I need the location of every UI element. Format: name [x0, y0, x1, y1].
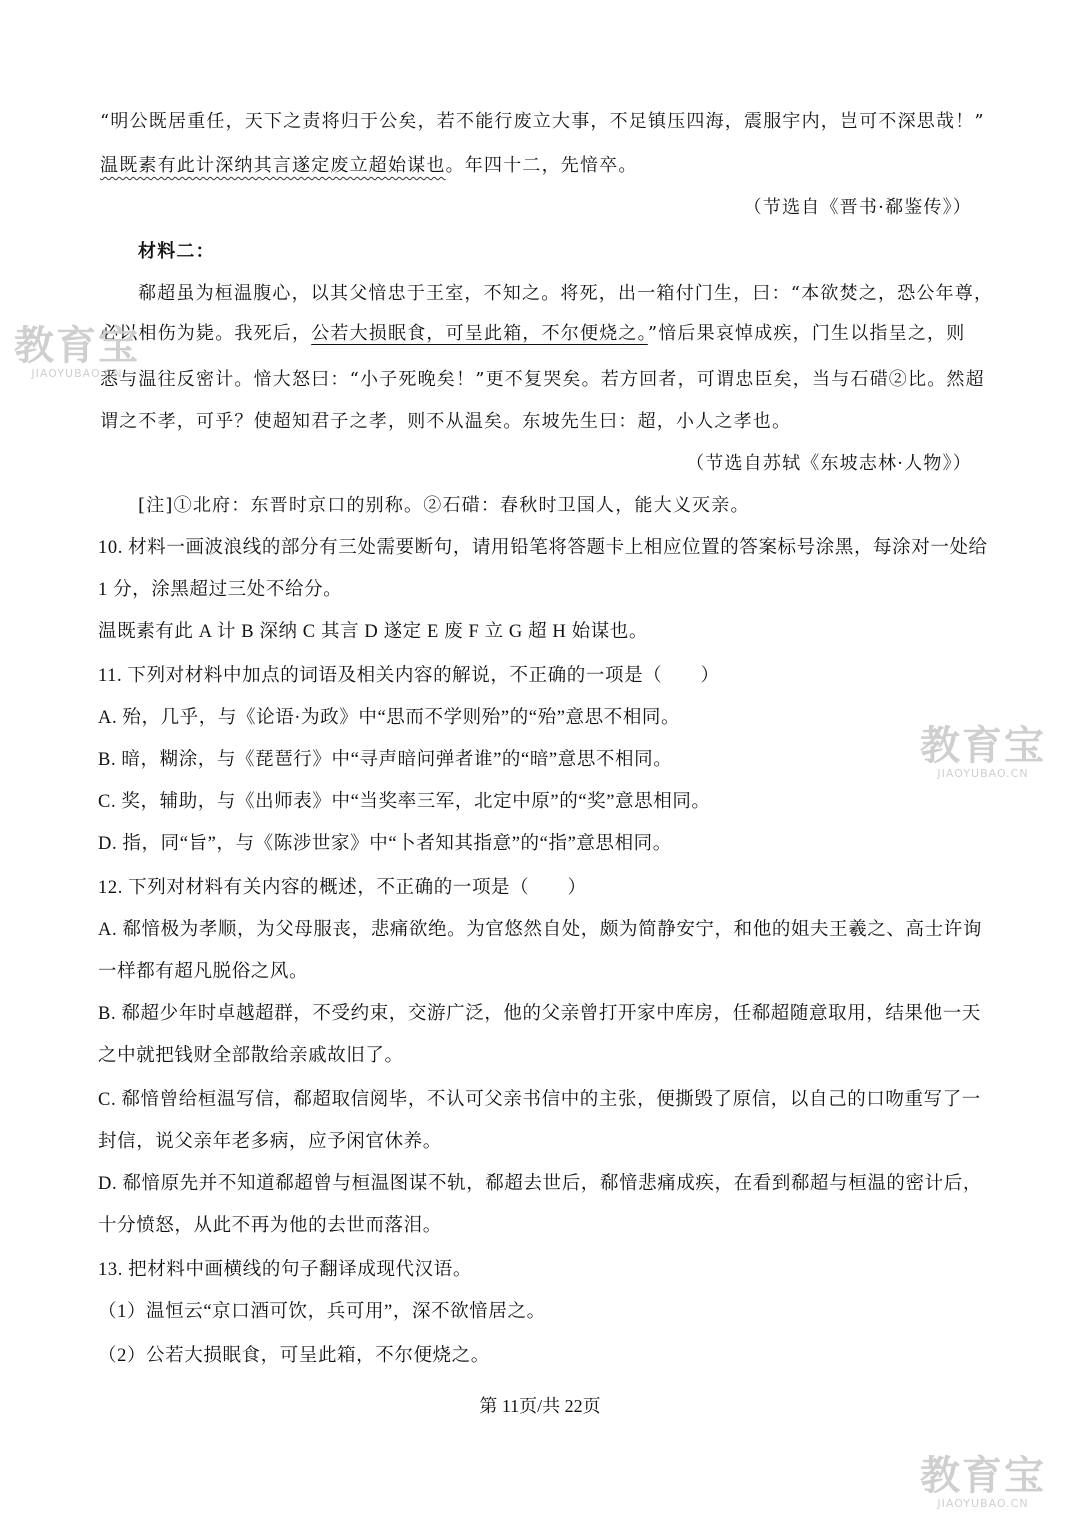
material2-line2-post: ”愔后果哀悼成疾，门生以指呈之，则 [647, 323, 966, 344]
q12-stem: 12. 下列对材料有关内容的概述，不正确的一项是（ ） [98, 878, 587, 898]
watermark-logo-right: 教育宝 JIAOYUBAO.CN [920, 723, 1046, 780]
q11-option-d: D. 指，同“旨”，与《陈涉世家》中“卜者知其指意”的“指”意思相同。 [98, 834, 672, 854]
material2-para-line-2 [100, 322, 965, 346]
q12-option-c-line-1: C. 郗愔曾给桓温写信，郗超取信阅毕，不认可父亲书信中的主张，便撕毁了原信，以自己的口吻重写了一 [98, 1090, 981, 1110]
watermark-logo-bottom: 教育宝 JIAOYUBAO.CN [920, 1453, 1046, 1510]
q12-option-a-line-1: A. 郗愔极为孝顺，为父母服丧，悲痛欲绝。为官悠然自处，颇为简静安宁，和他的姐夫王羲之、高士许询 [98, 920, 982, 940]
q11-option-b: B. 暗，糊涂，与《琵琶行》中“寻声暗问弹者谁”的“暗”意思不相同。 [98, 750, 673, 770]
material1-line-2-rest: 。年四十二，先愔卒。 [445, 155, 638, 176]
q12-option-a-line-2: 一样都有超凡脱俗之风。 [98, 962, 309, 982]
material2-para-line-4: 谓之不孝，可乎？使超知君子之孝，则不从温矣。东坡先生曰：超，小人之孝也。 [100, 411, 792, 432]
wavy-underlined-sentence: 温既素有此计深纳其言遂定废立超始谋也 [100, 155, 446, 176]
q12-option-c-line-2: 封信，说父亲年老多病，应予闲官休养。 [98, 1132, 442, 1152]
q12-option-b-line-2: 之中就把钱财全部散给亲戚故旧了。 [98, 1046, 404, 1066]
q11-option-a: A. 殆，几乎，与《论语·为政》中“思而不学则殆”的“殆”意思不相同。 [98, 708, 681, 728]
material1-line-1: “明公既居重任，天下之责将归于公矣，若不能行废立大事，不足镇压四海，震服宇内，岂可不深思哉！” [100, 111, 985, 132]
q13-sentence-2: （2）公若大损眠食，可呈此箱，不尔便烧之。 [98, 1346, 490, 1366]
q13-sentence-1: （1）温恒云“京口酒可饮，兵可用”，深不欲愔居之。 [98, 1302, 546, 1322]
underlined-sentence: 公若大损眠食，可呈此箱，不尔便烧之。 [311, 323, 648, 344]
q13-stem: 13. 把材料中画横线的句子翻译成现代汉语。 [98, 1260, 472, 1280]
q10-line-3: 温既素有此 A 计 B 深纳 C 其言 D 遂定 E 废 F 立 G 超 H 始谋也。 [98, 622, 648, 642]
material2-heading: 材料二： [138, 241, 215, 262]
q12-option-b-line-1: B. 郗超少年时卓越超群，不受约束，交游广泛，他的父亲曾打开家中库房，任郗超随意取用，结果他一天 [98, 1004, 981, 1024]
material2-para-line-3: 悉与温往反密计。愔大怒曰：“小子死晚矣！”更不复哭矣。若方回者，可谓忠臣矣，当与石碏②比。然超 [100, 369, 985, 390]
q12-option-d-line-1: D. 郗愔原先并不知道郗超曾与桓温图谋不轨，郗超去世后，郗愔悲痛成疾，在看到郗超与桓温的密计后， [98, 1174, 982, 1194]
page-number-footer: 第 11页/共 22页 [479, 1396, 601, 1416]
material2-line2-pre: 必以相伤为毙。我死后， [100, 323, 312, 344]
q11-stem: 11. 下列对材料中加点的词语及相关内容的解说，不正确的一项是（ ） [98, 666, 720, 686]
material2-source: （节选自苏轼《东坡志林·人物》） [686, 453, 972, 474]
annotation-note: [注]①北府：东晋时京口的别称。②石碏：春秋时卫国人，能大义灭亲。 [138, 495, 750, 516]
q10-line-1: 10. 材料一画波浪线的部分有三处需要断句，请用铅笔将答题卡上相应位置的答案标号涂黑，每涂对一处给 [98, 538, 988, 558]
watermark-logo-left: 教育宝 JIAOYUBAO.CN [14, 323, 140, 380]
material1-source: （节选自《晋书·郗鉴传》） [743, 197, 972, 218]
q11-option-c: C. 奖，辅助，与《出师表》中“当奖率三军，北定中原”的“奖”意思相同。 [98, 792, 711, 812]
material1-line-2 [100, 154, 638, 178]
q12-option-d-line-2: 十分愤怒，从此不再为他的去世而落泪。 [98, 1216, 442, 1236]
q10-line-2: 1 分，涂黑超过三处不给分。 [98, 580, 343, 600]
material2-para-line-1: 郗超虽为桓温腹心，以其父愔忠于王室，不知之。将死，出一箱付门生，曰：“本欲焚之，恐公年尊， [138, 283, 994, 304]
